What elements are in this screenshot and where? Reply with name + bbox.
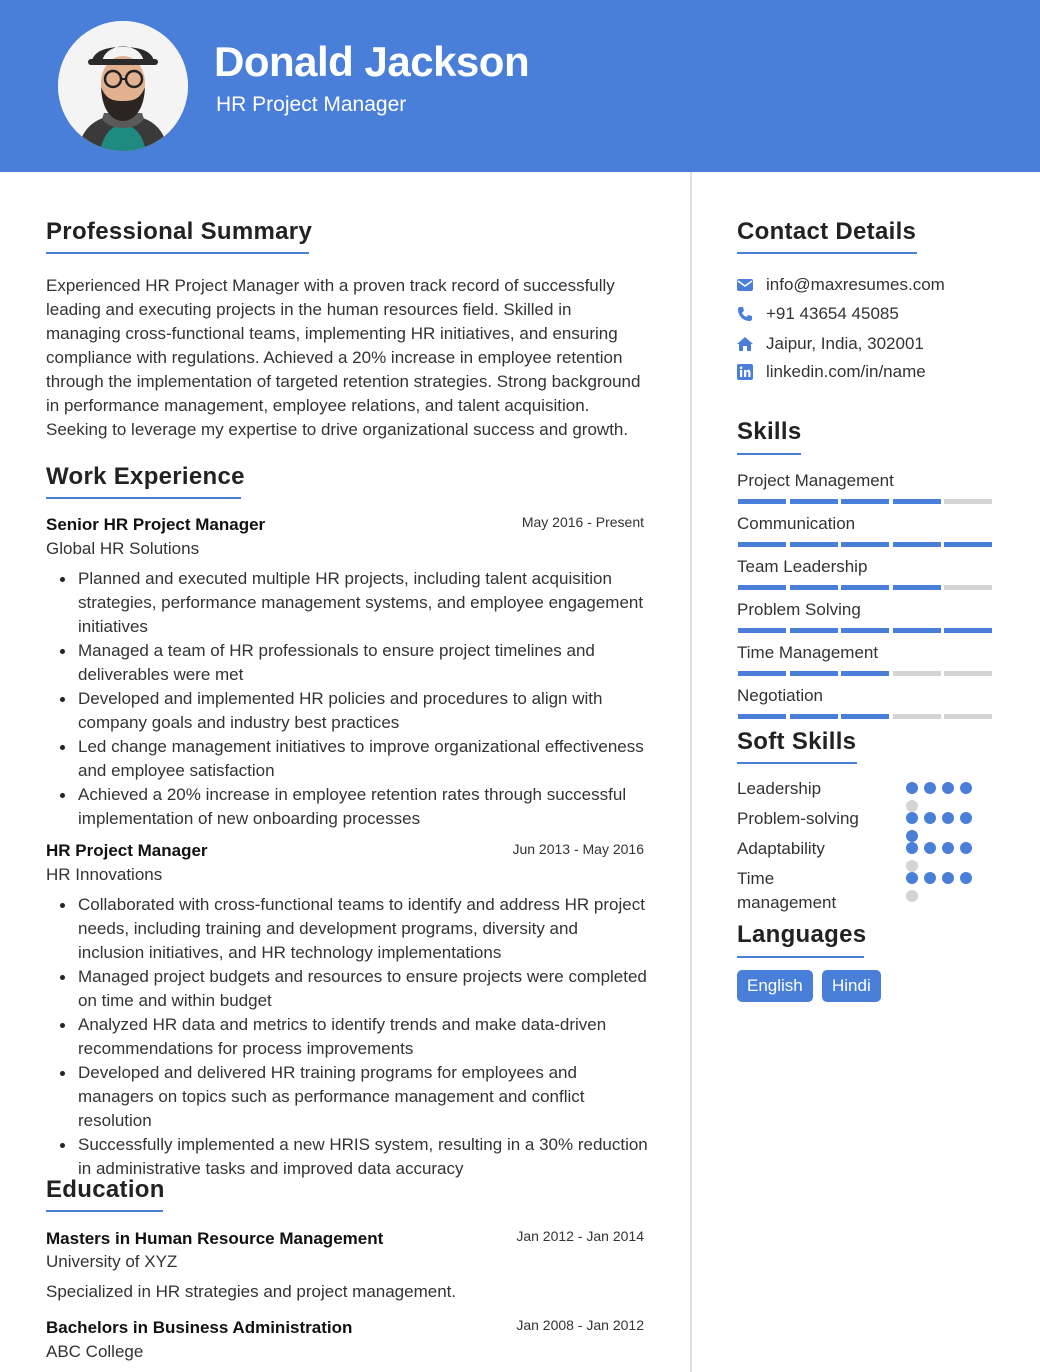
skill-name: Time Management [737, 643, 879, 662]
skill-bar-segment [738, 585, 786, 590]
list-item: Successfully implemented a new HRIS system, resulting in a 30% reduction in administrative tasks and improved data accuracy [78, 1133, 648, 1181]
contact-linkedin[interactable] [737, 360, 926, 384]
skill-bar-segment [841, 542, 889, 547]
contact-address [737, 332, 924, 356]
candidate-name: Donald Jackson [214, 38, 530, 85]
phone-icon [737, 306, 753, 322]
list-item: Planned and executed multiple HR projects, including talent acquisition strategies, performance management systems, and employee engagement initiatives [78, 567, 648, 639]
skill-bar [738, 714, 993, 719]
linkedin-icon [737, 364, 753, 380]
soft-skill-name: Adaptability [737, 839, 825, 858]
rating-dot [924, 812, 936, 824]
skill-bar-segment [944, 499, 992, 504]
home-icon [737, 336, 753, 352]
skill-bar-segment [738, 628, 786, 633]
language-badge: Hindi [822, 970, 881, 1002]
education-underline [46, 1210, 163, 1212]
summary-underline [46, 252, 309, 254]
avatar [58, 21, 188, 151]
skill-bar-segment [893, 499, 941, 504]
contact-email[interactable] [737, 273, 945, 297]
skill-bar-segment [893, 671, 941, 676]
list-item: Developed and delivered HR training programs for employees and managers on topics such as performance management and conflict resolution [78, 1061, 648, 1133]
job-company: HR Innovations [46, 865, 163, 884]
contact-text: info@maxresumes.com [766, 275, 945, 294]
skill-bar-segment [944, 542, 992, 547]
soft-skills-underline [737, 762, 857, 764]
school-name: University of XYZ [46, 1252, 178, 1271]
rating-dot [960, 842, 972, 854]
skill-name: Negotiation [737, 686, 824, 705]
skill-bar-segment [944, 714, 992, 719]
skill-bar-segment [841, 671, 889, 676]
education-description: Specialized in HR strategies and project management. [46, 1282, 457, 1301]
rating-dot [942, 812, 954, 824]
job-bullets [78, 893, 648, 1181]
soft-skill-name: Time management [737, 869, 837, 912]
experience-heading: Work Experience [46, 463, 245, 490]
skill-bar-segment [738, 542, 786, 547]
skills-heading: Skills [737, 418, 802, 445]
list-item: Managed a team of HR professionals to ensure project timelines and deliverables were met [78, 639, 648, 687]
skill-bar-segment [790, 714, 838, 719]
rating-dot [906, 872, 918, 884]
job-title: Senior HR Project Manager [46, 515, 266, 534]
rating-dot [960, 872, 972, 884]
skill-bar [738, 542, 993, 547]
contact-heading: Contact Details [737, 218, 917, 245]
rating-dot [942, 782, 954, 794]
skill-bar-segment [790, 499, 838, 504]
school-name: ABC College [46, 1342, 144, 1361]
column-divider [690, 172, 692, 1372]
skill-bar-segment [790, 542, 838, 547]
education-date: Jan 2012 - Jan 2014 [516, 1228, 644, 1244]
skill-bar [738, 628, 993, 633]
contact-text: +91 43654 45085 [766, 304, 899, 323]
candidate-title: HR Project Manager [216, 93, 407, 116]
contact-underline [737, 252, 917, 254]
soft-skill-name: Problem-solving [737, 809, 859, 828]
summary-text: Experienced HR Project Manager with a proven track record of successfully leading and executing projects in the human resources field. Skilled in managing cross-functional teams, implementing HR initiatives, and ensuring compliance with regulations. Achieved a 20% increase in employee retention through the implementation of targeted retention strategies. Strong background in performance management, employee relations, and talent acquisition. Seeking to leverage my expertise to drive organizational success and growth. [46, 276, 641, 439]
education-heading: Education [46, 1176, 165, 1203]
list-item: Collaborated with cross-functional teams to identify and address HR project needs, including training and development programs, diversity and inclusion initiatives, and HR technology implementations [78, 893, 648, 965]
skill-name: Team Leadership [737, 557, 868, 576]
job-date: Jun 2013 - May 2016 [512, 841, 644, 857]
skill-bar [738, 499, 993, 504]
rating-dot [924, 782, 936, 794]
list-item: Analyzed HR data and metrics to identify trends and make data-driven recommendations for process improvements [78, 1013, 648, 1061]
rating-dot [924, 842, 936, 854]
degree-title: Bachelors in Business Administration [46, 1318, 353, 1337]
skill-bar-segment [893, 542, 941, 547]
job-title: HR Project Manager [46, 841, 208, 860]
skill-bar-segment [790, 671, 838, 676]
rating-dot [906, 812, 918, 824]
rating-dot [906, 800, 918, 812]
rating-dot [906, 890, 918, 902]
person-photo [58, 21, 188, 151]
skill-bar-segment [841, 499, 889, 504]
skill-bar-segment [790, 585, 838, 590]
job-bullets [78, 567, 648, 831]
summary-heading: Professional Summary [46, 218, 313, 245]
rating-dot [960, 782, 972, 794]
rating-dot [942, 872, 954, 884]
languages-underline [737, 956, 864, 958]
rating-dot [906, 860, 918, 872]
skill-bar-segment [841, 714, 889, 719]
skills-underline [737, 453, 801, 455]
rating-dot [942, 842, 954, 854]
list-item: Managed project budgets and resources to ensure projects were completed on time and within budget [78, 965, 648, 1013]
skill-bar-segment [893, 714, 941, 719]
rating-dot [906, 782, 918, 794]
language-badge: English [737, 970, 813, 1002]
job-company: Global HR Solutions [46, 539, 200, 558]
soft-skills-heading: Soft Skills [737, 728, 857, 755]
education-date: Jan 2008 - Jan 2012 [516, 1317, 644, 1333]
skill-bar-segment [738, 499, 786, 504]
degree-title: Masters in Human Resource Management [46, 1229, 384, 1248]
rating-dot [906, 830, 918, 842]
contact-phone[interactable] [737, 302, 899, 326]
skill-name: Problem Solving [737, 600, 861, 619]
languages-heading: Languages [737, 921, 867, 948]
skill-bar-segment [738, 671, 786, 676]
soft-skill-name: Leadership [737, 779, 822, 798]
skill-bar [738, 585, 993, 590]
skill-bar-segment [944, 628, 992, 633]
skill-name: Communication [737, 514, 856, 533]
skill-name: Project Management [737, 471, 894, 490]
list-item: Achieved a 20% increase in employee retention rates through successful implementation of new onboarding processes [78, 783, 648, 831]
skill-bar-segment [790, 628, 838, 633]
skill-bar-segment [893, 585, 941, 590]
skill-bar-segment [738, 714, 786, 719]
list-item: Developed and implemented HR policies and procedures to align with company goals and industry best practices [78, 687, 648, 735]
contact-text: Jaipur, India, 302001 [766, 334, 924, 353]
skill-bar-segment [841, 628, 889, 633]
skill-bar-segment [944, 585, 992, 590]
skill-bar-segment [944, 671, 992, 676]
rating-dot [960, 812, 972, 824]
skill-bar-segment [841, 585, 889, 590]
rating-dot [924, 872, 936, 884]
email-icon [737, 277, 753, 293]
job-date: May 2016 - Present [521, 514, 644, 530]
resume-header [0, 0, 1040, 172]
list-item: Led change management initiatives to improve organizational effectiveness and employee satisfaction [78, 735, 648, 783]
skill-bar-segment [893, 628, 941, 633]
rating-dot [906, 842, 918, 854]
skill-bar [738, 671, 993, 676]
experience-underline [46, 497, 241, 499]
contact-text: linkedin.com/in/name [766, 362, 926, 381]
